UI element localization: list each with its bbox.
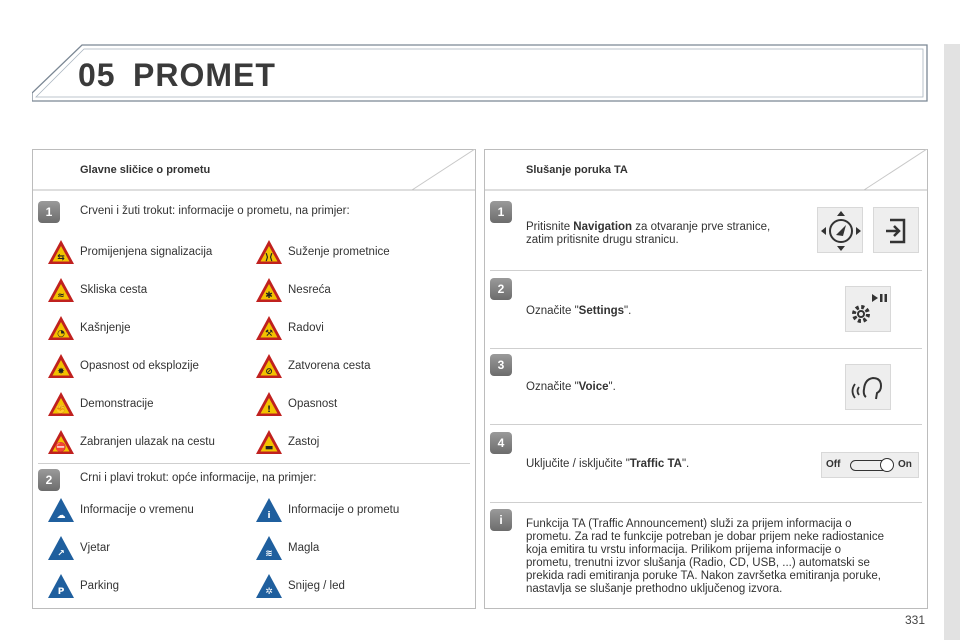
ta-step-badge-3: 3 [490, 354, 512, 376]
left-section-title: Glavne sličice o prometu [80, 164, 211, 176]
ta-step-badge-4: 4 [490, 432, 512, 454]
chapter-number: 05 [78, 57, 116, 93]
page-number: 331 [905, 613, 926, 627]
warning-sign-label: Nesreća [288, 284, 331, 296]
svg-text:☁: ☁ [56, 511, 66, 521]
info-sign-icon [255, 572, 283, 600]
svg-text:P: P [57, 587, 65, 597]
ta-step2-text: Označite "Settings". [526, 305, 632, 317]
info-sign-icon [47, 572, 75, 600]
warning-sign-label: Suženje prometnice [288, 246, 390, 258]
warning-sign-icon [255, 390, 283, 418]
warning-sign-icon [255, 238, 283, 266]
svg-text:≈: ≈ [57, 291, 65, 301]
warning-sign-label: Radovi [288, 322, 324, 334]
svg-text:i: i [267, 511, 271, 521]
warning-sign-label: Opasnost od eksplozije [80, 360, 199, 372]
svg-text:!: ! [266, 405, 272, 415]
right-section-title: Slušanje poruka TA [526, 164, 628, 176]
ta-divider-1 [490, 270, 922, 271]
svg-text:✊: ✊ [55, 405, 67, 415]
info-sign-label: Parking [80, 580, 119, 592]
info-sign-label: Magla [288, 542, 320, 554]
info-sign-icon [47, 496, 75, 524]
traffic-icons-panel [32, 149, 476, 609]
svg-text:✸: ✸ [57, 367, 65, 377]
info-text-line: prekida radi emitiranja poruke TA. Nakon završetka emitiranja poruke, [526, 570, 881, 582]
info-text-line: prometu, trenutni izvor slušanja (Radio, CD, USB, ...) automatski se [526, 557, 870, 569]
warning-sign-icon [255, 276, 283, 304]
warning-sign-icon [47, 238, 75, 266]
warning-sign-icon [255, 428, 283, 456]
ta-step1-line1: Pritisnite Navigation za otvaranje prve stranice, [526, 221, 771, 233]
info-text-line: prometu. Za rad te funkcije potreban je dobar prijem neke radiostanice [526, 531, 884, 543]
info-sign-label: Snijeg / led [288, 580, 345, 592]
warning-sign-icon [47, 314, 75, 342]
ta-step-badge-2: 2 [490, 278, 512, 300]
toggle-switch-icon[interactable] [821, 452, 919, 478]
warning-sign-icon [255, 352, 283, 380]
warning-sign-icon [47, 276, 75, 304]
left-divider [38, 463, 470, 464]
ta-divider-3 [490, 424, 922, 425]
page-next-icon[interactable] [873, 207, 919, 253]
navigation-joystick-icon[interactable] [817, 207, 863, 253]
warning-sign-label: Zatvorena cesta [288, 360, 371, 372]
svg-text:⟩⟨: ⟩⟨ [264, 253, 274, 263]
svg-text:≋: ≋ [265, 549, 273, 559]
chapter-title: PROMET [133, 57, 276, 93]
warning-sign-label: Skliska cesta [80, 284, 148, 296]
warning-sign-label: Opasnost [288, 398, 338, 410]
warning-sign-label: Zabranjen ulazak na cestu [80, 436, 215, 448]
warning-sign-label: Kašnjenje [80, 322, 131, 334]
toggle-knob [880, 458, 894, 472]
info-sign-icon [47, 534, 75, 562]
info-text-line: nastavlja se slušanje prethodno uključenog izvora. [526, 583, 783, 595]
info-sign-icon [255, 534, 283, 562]
warning-sign-icon [255, 314, 283, 342]
blue-triangle-intro: Crni i plavi trokut: opće informacije, na primjer: [80, 472, 317, 484]
ta-step1-line2: zatim pritisnite drugu stranicu. [526, 234, 679, 246]
step-badge-1: 1 [38, 201, 60, 223]
svg-text:✲: ✲ [265, 587, 273, 597]
info-badge: i [490, 509, 512, 531]
ta-step-badge-1: 1 [490, 201, 512, 223]
warning-sign-icon [47, 352, 75, 380]
svg-text:⇆: ⇆ [57, 253, 65, 263]
settings-gear-icon[interactable] [845, 286, 891, 332]
red-triangle-intro: Crveni i žuti trokut: informacije o prometu, na primjer: [80, 205, 350, 217]
info-sign-icon [255, 496, 283, 524]
ta-step3-text: Označite "Voice". [526, 381, 616, 393]
warning-sign-label: Demonstracije [80, 398, 154, 410]
svg-text:◔: ◔ [57, 329, 65, 339]
side-strip [944, 44, 960, 640]
voice-icon[interactable] [845, 364, 891, 410]
info-sign-label: Informacije o prometu [288, 504, 400, 516]
ta-divider-4 [490, 502, 922, 503]
ta-step4-text: Uključite / isključite "Traffic TA". [526, 458, 690, 470]
ta-divider-2 [490, 348, 922, 349]
info-text-line: Funkcija TA (Traffic Announcement) služi za prijem informacija o [526, 518, 852, 530]
toggle-on-label: On [898, 459, 912, 470]
svg-text:✱: ✱ [265, 291, 273, 301]
svg-text:↗: ↗ [57, 549, 65, 559]
warning-sign-icon [47, 390, 75, 418]
info-sign-label: Vjetar [80, 542, 111, 554]
svg-text:⊘: ⊘ [265, 367, 273, 377]
toggle-off-label: Off [826, 459, 841, 470]
warning-sign-label: Promijenjena signalizacija [80, 246, 213, 258]
svg-text:⚒: ⚒ [264, 329, 274, 339]
step-badge-2: 2 [38, 469, 60, 491]
svg-text:▬: ▬ [264, 443, 274, 453]
svg-text:⛔: ⛔ [55, 443, 67, 453]
info-text-line: koja emitira tu vrstu informacija. Prilikom prijema informacije o [526, 544, 842, 556]
info-sign-label: Informacije o vremenu [80, 504, 194, 516]
warning-sign-icon [47, 428, 75, 456]
warning-sign-label: Zastoj [288, 436, 320, 448]
